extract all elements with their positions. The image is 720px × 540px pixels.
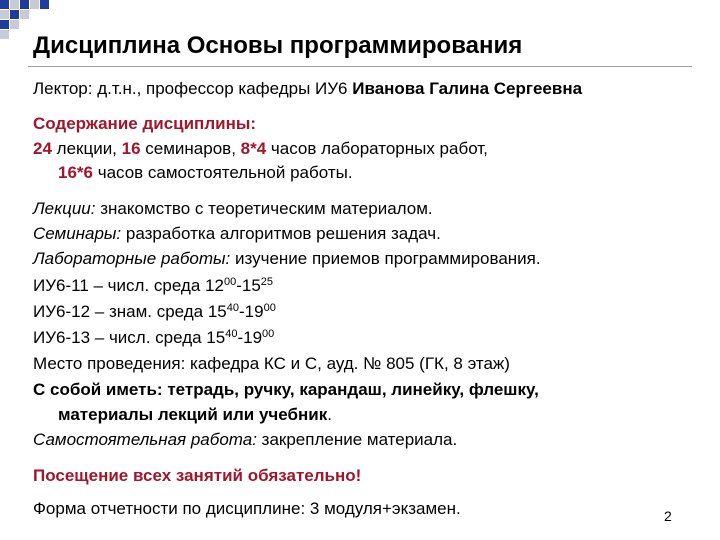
lectures-text: знакомство с теоретическим материалом. [95, 199, 433, 218]
lectures-label: Лекции: [33, 199, 96, 218]
bring-line-1: С собой иметь: тетрадь, ручку, карандаш, линейку, флешку, [33, 380, 539, 399]
seminars-line [33, 222, 441, 246]
seminars-text: разработка алгоритмов решения задач. [121, 224, 441, 243]
seminars-count-text: семинаров, [140, 139, 241, 158]
lecturer-prefix: Лектор: д.т.н., профессор кафедры ИУ6 [33, 79, 353, 98]
lecturer-line [33, 77, 582, 101]
lectures-count-text: лекции, [51, 139, 122, 158]
location-line: Место проведения: кафедра КС и С, ауд. № 805 (ГК, 8 этаж) [33, 354, 510, 373]
content-line-2 [58, 161, 353, 185]
decor-square [30, 0, 39, 9]
schedule-group: ИУ6-13 – числ. среда 15 [33, 328, 226, 347]
self-study-hours: 16*6 [58, 163, 93, 182]
seminars-label: Семинары: [33, 224, 122, 243]
lectures-line [33, 197, 433, 221]
labs-hours: 8*4 [240, 139, 267, 158]
schedule-line [33, 274, 273, 298]
bring-period: . [327, 405, 332, 424]
content-line-1 [33, 137, 488, 161]
decor-square [0, 10, 9, 19]
schedule-end-hour: -15 [236, 276, 261, 295]
decor-square [20, 0, 29, 9]
lecturer-name: Иванова Галина Сергеевна [352, 79, 583, 98]
decor-square [0, 0, 9, 9]
bring-materials: материалы лекций или учебник [58, 405, 328, 424]
decor-square [10, 10, 19, 19]
self-study-hours-text: часов самостоятельной работы. [92, 163, 353, 182]
attendance-note: Посещение всех занятий обязательно! [33, 466, 362, 485]
self-study-text: закрепление материала. [256, 430, 458, 449]
schedule-line [33, 300, 276, 324]
labs-text: изучение приемов программирования. [230, 249, 541, 268]
schedule-start-minutes: 00 [223, 276, 237, 288]
decor-square [20, 10, 29, 19]
schedule-start-minutes: 40 [226, 302, 240, 314]
decor-square [40, 0, 49, 9]
page-number: 2 [664, 508, 672, 524]
decor-square [0, 30, 9, 39]
schedule-end-hour: -19 [239, 302, 264, 321]
schedule-end-minutes: 00 [262, 328, 275, 340]
schedule-line [33, 326, 274, 350]
bring-line-2 [58, 403, 332, 427]
decor-square [10, 0, 19, 9]
lectures-count: 24 [33, 139, 52, 158]
self-study-line [33, 428, 457, 452]
labs-line [33, 247, 541, 271]
decor-square [0, 20, 9, 29]
content-heading: Содержание дисциплины: [33, 114, 257, 133]
report-form-line: Форма отчетности по дисциплине: 3 модуля+экзамен. [33, 499, 461, 518]
labs-label: Лабораторные работы: [33, 249, 231, 268]
seminars-count: 16 [121, 139, 141, 158]
schedule-group: ИУ6-11 – числ. среда 12 [33, 276, 224, 295]
self-study-label: Самостоятельная работа: [33, 430, 257, 449]
schedule-start-minutes: 40 [225, 328, 238, 340]
schedule-end-minutes: 00 [263, 302, 276, 314]
title-divider [28, 66, 692, 67]
schedule-group: ИУ6-12 – знам. среда 15 [33, 302, 227, 321]
decor-square [10, 20, 19, 29]
schedule-end-minutes: 25 [260, 276, 274, 288]
slide-title: Дисциплина Основы программирования [33, 32, 523, 59]
labs-hours-text: часов лабораторных работ, [266, 139, 488, 158]
schedule-end-hour: -19 [237, 328, 263, 347]
